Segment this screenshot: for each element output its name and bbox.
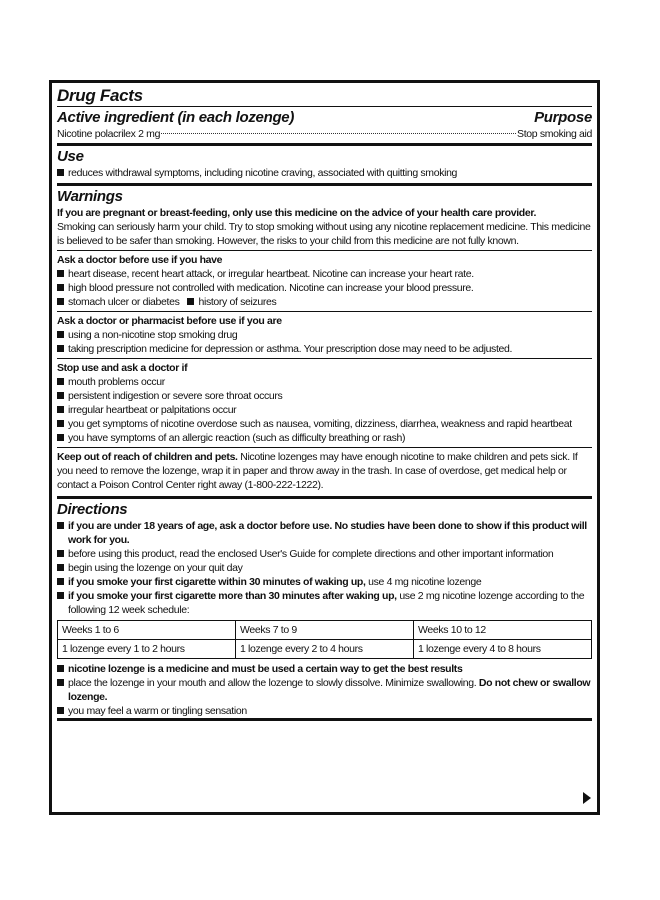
square-bullet-icon	[57, 378, 64, 385]
ingredient-name: Nicotine polacrilex 2 mg	[57, 128, 161, 140]
square-bullet-icon	[57, 284, 64, 291]
table-cell: 1 lozenge every 2 to 4 hours	[236, 640, 414, 659]
square-bullet-icon	[57, 406, 64, 413]
drug-facts-title: Drug Facts	[57, 86, 143, 105]
pregnant-warning-text: Smoking can seriously harm your child. Try to stop smoking without using any nicotine replacement medicine. This medicine is believed to be safer than smoking. However, the risks to your child from this medicine are not fully known.	[57, 221, 591, 247]
keep-out-of-reach: Keep out of reach of children and pets. Nicotine lozenges may have enough nicotine to make children and pets sick. If you need to remove the lozenge, wrap it in paper and throw away in the trash. In case of overdose, get medical help or contact a Poison Control Center right away (1-800-222-1222).	[57, 451, 578, 491]
leader-dots	[161, 133, 516, 134]
list-item: place the lozenge in your mouth and allow the lozenge to slowly dissolve. Minimize swallowing. Do not chew or swallow lozenge.	[57, 676, 592, 704]
table-row	[58, 640, 592, 659]
square-bullet-icon	[57, 434, 64, 441]
list-item: begin using the lozenge on your quit day	[57, 561, 592, 575]
active-ingredient-section	[57, 86, 592, 146]
arrow-right-icon	[583, 792, 591, 804]
list-item: reduces withdrawal symptoms, including nicotine craving, associated with quitting smoking	[57, 166, 592, 180]
list-item: before using this product, read the enclosed User's Guide for complete directions and other important information	[57, 547, 592, 561]
square-bullet-icon	[57, 420, 64, 427]
square-bullet-icon	[57, 679, 64, 686]
list-item: if you smoke your first cigarette within 30 minutes of waking up, use 4 mg nicotine lozenge	[57, 575, 592, 589]
schedule-table	[57, 620, 592, 659]
square-bullet-icon	[57, 550, 64, 557]
square-bullet-icon	[57, 270, 64, 277]
list-item: mouth problems occur	[57, 375, 592, 389]
ingredient-purpose: Stop smoking aid	[517, 128, 592, 140]
use-section	[57, 146, 592, 186]
table-cell: Weeks 10 to 12	[414, 621, 592, 640]
square-bullet-icon	[57, 345, 64, 352]
square-bullet-icon	[57, 578, 64, 585]
list-item: you may feel a warm or tingling sensation	[57, 704, 592, 718]
table-cell: Weeks 7 to 9	[236, 621, 414, 640]
square-bullet-icon	[57, 392, 64, 399]
table-cell: 1 lozenge every 1 to 2 hours	[58, 640, 236, 659]
square-bullet-icon	[57, 331, 64, 338]
table-row	[58, 621, 592, 640]
list-item: if you smoke your first cigarette more than 30 minutes after waking up, use 2 mg nicotine lozenge according to the following 12 week schedule:	[57, 589, 592, 617]
square-bullet-icon	[57, 564, 64, 571]
square-bullet-icon	[57, 522, 64, 529]
square-bullet-icon	[57, 707, 64, 714]
square-bullet-icon	[187, 298, 194, 305]
list-item: you get symptoms of nicotine overdose such as nausea, vomiting, dizziness, diarrhea, weakness and rapid heartbeat	[57, 417, 592, 431]
stop-use-heading: Stop use and ask a doctor if	[57, 362, 188, 374]
purpose-heading: Purpose	[534, 109, 592, 126]
ask-doctor-heading: Ask a doctor before use if you have	[57, 254, 223, 266]
directions-section	[57, 499, 592, 721]
ask-pharmacist-heading: Ask a doctor or pharmacist before use if you are	[57, 315, 282, 327]
list-item: persistent indigestion or severe sore throat occurs	[57, 389, 592, 403]
table-cell: 1 lozenge every 4 to 8 hours	[414, 640, 592, 659]
active-ingredient-heading: Active ingredient (in each lozenge)	[57, 109, 295, 126]
list-item: using a non-nicotine stop smoking drug	[57, 328, 592, 342]
drug-facts-panel	[49, 80, 600, 815]
square-bullet-icon	[57, 169, 64, 176]
directions-heading: Directions	[57, 501, 128, 518]
list-item: if you are under 18 years of age, ask a doctor before use. No studies have been done to show if this product will work for you.	[57, 519, 592, 547]
square-bullet-icon	[57, 592, 64, 599]
list-item: you have symptoms of an allergic reaction (such as difficulty breathing or rash)	[57, 431, 592, 445]
list-item: nicotine lozenge is a medicine and must be used a certain way to get the best results	[57, 662, 592, 676]
list-item: high blood pressure not controlled with medication. Nicotine can increase your blood pressure.	[57, 281, 592, 295]
warnings-heading: Warnings	[57, 188, 123, 205]
square-bullet-icon	[57, 665, 64, 672]
list-item: stomach ulcer or diabetes history of seizures	[57, 295, 592, 309]
pregnant-warning-bold: If you are pregnant or breast-feeding, only use this medicine on the advice of your health care provider.	[57, 207, 537, 219]
list-item: taking prescription medicine for depression or asthma. Your prescription dose may need to be adjusted.	[57, 342, 592, 356]
table-cell: Weeks 1 to 6	[58, 621, 236, 640]
use-heading: Use	[57, 148, 84, 165]
list-item: heart disease, recent heart attack, or irregular heartbeat. Nicotine can increase your heart rate.	[57, 267, 592, 281]
warnings-section	[57, 186, 592, 499]
list-item: irregular heartbeat or palpitations occur	[57, 403, 592, 417]
square-bullet-icon	[57, 298, 64, 305]
